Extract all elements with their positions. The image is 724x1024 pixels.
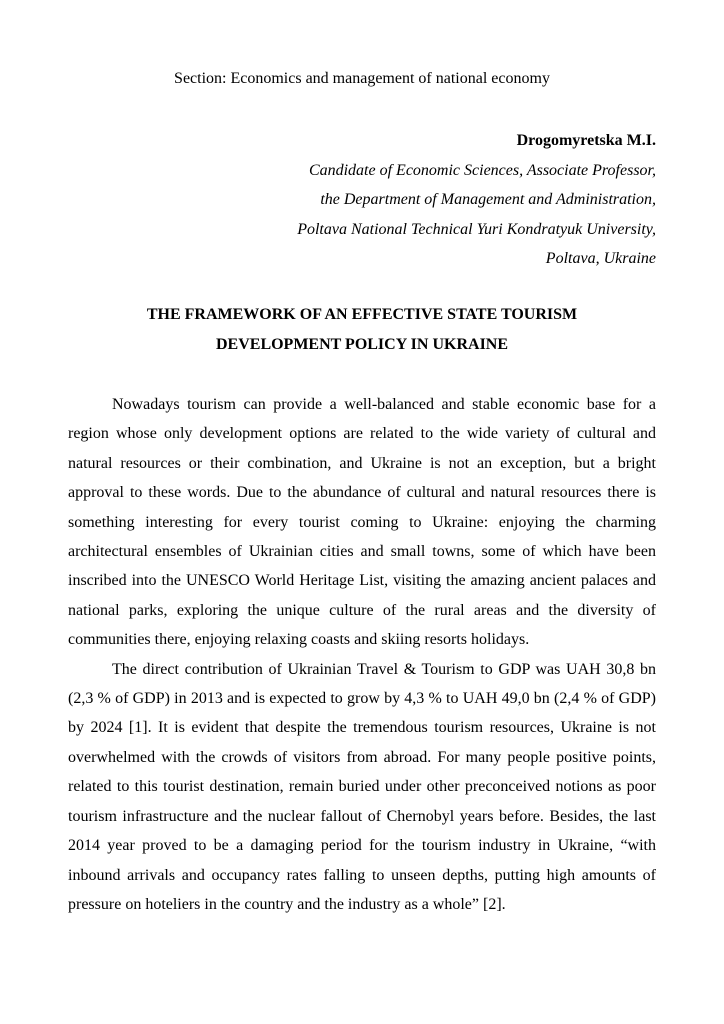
affiliation-position: Candidate of Economic Sciences, Associate Professor, bbox=[308, 161, 656, 179]
title-line-2: DEVELOPMENT POLICY IN UKRAINE bbox=[215, 335, 509, 353]
author-block bbox=[297, 126, 656, 274]
section-heading: Section: Economics and management of national economy bbox=[174, 70, 550, 87]
author-name: Drogomyretska M.I. bbox=[516, 132, 656, 149]
paragraph-2: The direct contribution of Ukrainian Travel & Tourism to GDP was UAH 30,8 bn (2,3 % of GDP) in 2013 and is expected to grow by 4,3 % to UAH 49,0 bn (2,4 % of GDP) by 2024 [1]. It is evident that despite the tremendous tourism resources, Ukraine is not overwhelmed with the crowds of visitors from abroad. For many people positive points, related to this tourist destination, remain buried under other preconceived notions as poor tourism infrastructure and the nuclear fallout of Chernobyl years before. Besides, the last 2014 year proved to be a damaging period for the tourism industry in Ukraine, “with inbound arrivals and occupancy rates falling to unseen depths, putting high amounts of pressure on hoteliers in the country and the industry as a whole” [2]. bbox=[68, 660, 656, 913]
affiliation-department: the Department of Management and Administration, bbox=[320, 191, 656, 208]
affiliation-location: Poltava, Ukraine bbox=[545, 250, 656, 267]
paragraph-1: Nowadays tourism can provide a well-balanced and stable economic base for a region whose only development options are related to the wide variety of cultural and natural resources or their combination, and Ukraine is not an exception, but a bright approval to these words. Due to the abundance of cultural and natural resources there is something interesting for every tourist coming to Ukraine: enjoying the charming architectural ensembles of Ukrainian cities and small towns, some of which have been inscribed into the UNESCO World Heritage List, visiting the amazing ancient palaces and national parks, exploring the unique culture of the rural areas and the diversity of communities there, enjoying relaxing coasts and skiing resorts holidays. bbox=[68, 396, 656, 649]
body-text bbox=[68, 390, 656, 919]
paper-title bbox=[0, 300, 724, 359]
title-line-1: THE FRAMEWORK OF AN EFFECTIVE STATE TOURISM bbox=[146, 306, 578, 323]
affiliation-university: Poltava National Technical Yuri Kondratyuk University, bbox=[297, 220, 656, 238]
